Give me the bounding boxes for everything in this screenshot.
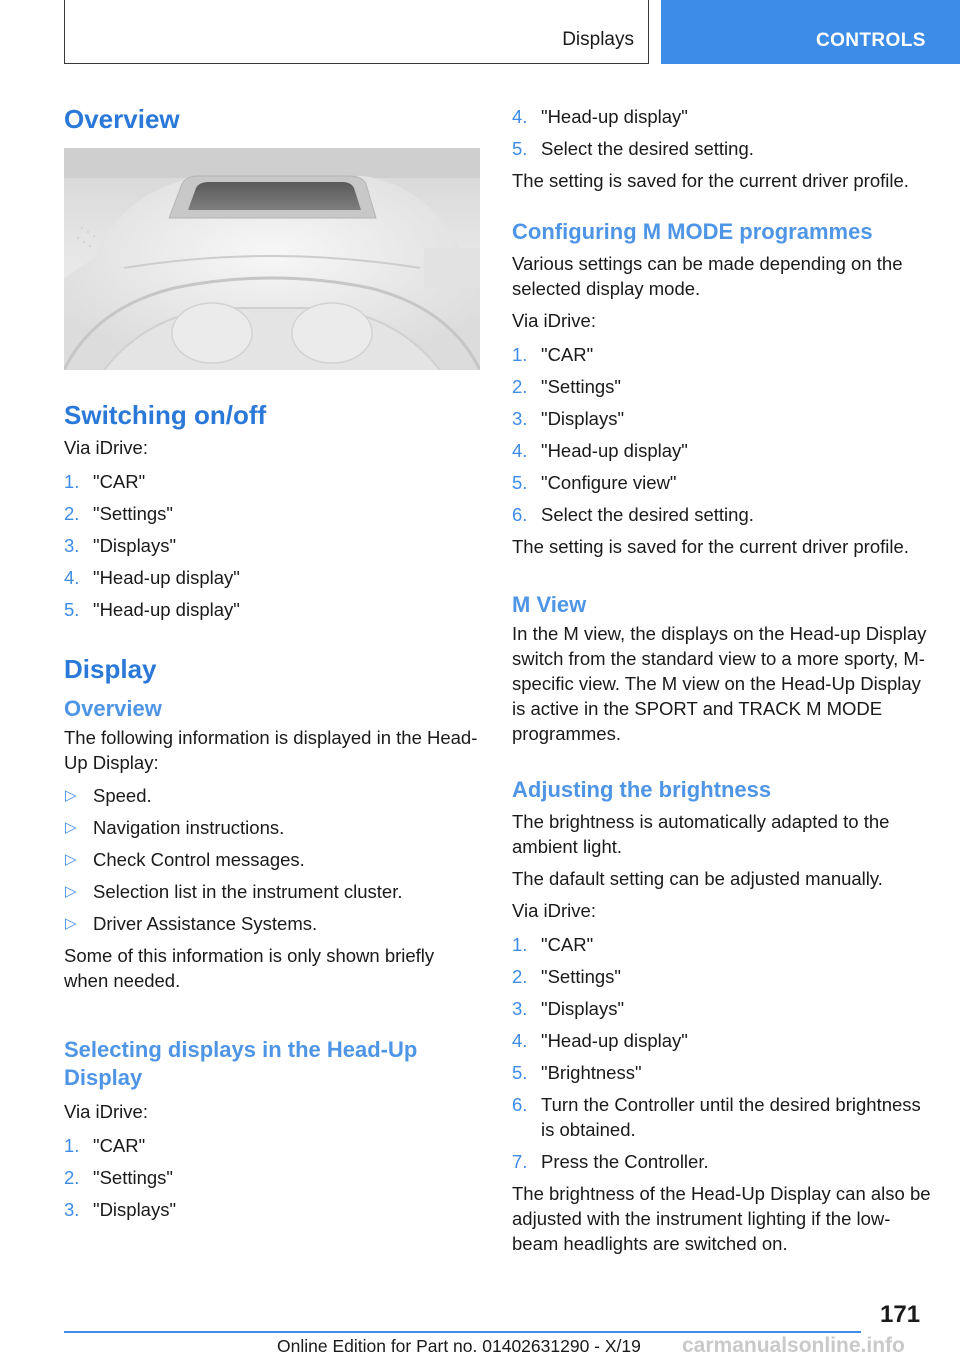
bullet-item: ▷ Check Control messages. (65, 849, 305, 870)
mmode-saved: The setting is saved for the current driver profile. (512, 536, 909, 557)
step-item: 2. "Settings" (64, 503, 173, 524)
triangle-bullet-icon: ▷ (65, 819, 77, 836)
footer-rule (64, 1331, 861, 1333)
step-item: 2. "Settings" (64, 1167, 173, 1188)
display-heading: Display (64, 654, 157, 684)
switching-steps (64, 469, 482, 622)
step-item: 4. "Head-up display" (512, 106, 688, 127)
hud-dashboard-illustration (64, 148, 480, 370)
brightness-section (512, 776, 932, 1256)
step-item: 7. Press the Controller. (512, 1151, 709, 1172)
step-item: 1. "CAR" (64, 1135, 146, 1156)
brightness-p1: The brightness is automatically adapted to the ambient light. (512, 811, 890, 857)
triangle-bullet-icon: ▷ (65, 915, 77, 932)
brightness-steps (512, 932, 932, 1174)
selecting-via: Via iDrive: (64, 1101, 148, 1122)
step-item: 1. "CAR" (512, 934, 594, 955)
switching-heading: Switching on/off (64, 400, 267, 430)
header-chapter-tab (661, 0, 960, 64)
step-item: 4. "Head-up display" (512, 440, 688, 461)
step-item: 6. Select the desired setting. (512, 504, 754, 525)
step-item: 1. "CAR" (512, 344, 594, 365)
step-item: 5. "Head-up display" (64, 599, 240, 620)
triangle-bullet-icon: ▷ (65, 883, 77, 900)
step-item: 3. "Displays" (64, 535, 177, 556)
step-item: 3. "Displays" (512, 998, 625, 1019)
bullet-item: ▷ Driver Assistance Systems. (65, 913, 318, 934)
step-item: 5. "Configure view" (512, 472, 677, 493)
watermark: carmanualsonline.info (682, 1334, 905, 1357)
brightness-via: Via iDrive: (512, 900, 596, 921)
display-overview-heading: Overview (64, 696, 162, 721)
brightness-heading: Adjusting the brightness (512, 777, 772, 802)
selecting-section (64, 1036, 482, 1229)
footer-edition: Online Edition for Part no. 01402631290 - X/19 (277, 1336, 641, 1356)
selecting-steps (64, 1133, 482, 1222)
step-item: 4. "Head-up display" (512, 1030, 688, 1051)
hud-photo (64, 148, 480, 370)
mview-heading: M View (512, 592, 587, 617)
brightness-note: The brightness of the Head-Up Display can also be adjusted with the instrument lighting if the low-beam headlights are switched on. (512, 1183, 931, 1254)
mview-desc: In the M view, the displays on the Head-up Display switch from the standard view to a more sporty, M-specific view. The M view on the Head-Up Display is active in the SPORT and TRACK M MODE programmes. (512, 623, 927, 744)
continued-step-list (512, 104, 932, 161)
display-bullets (64, 783, 482, 936)
header-chapter-label: CONTROLS (816, 30, 926, 51)
step-item: 3. "Displays" (64, 1199, 177, 1220)
mmode-steps (512, 342, 932, 527)
saved-note-1: The setting is saved for the current driver profile. (512, 170, 909, 191)
overview-heading: Overview (64, 104, 180, 134)
switching-via: Via iDrive: (64, 437, 148, 458)
step-item: 5. "Brightness" (512, 1062, 642, 1083)
step-item: 3. "Displays" (512, 408, 625, 429)
step-item: 1. "CAR" (64, 471, 146, 492)
mmode-desc: Various settings can be made depending on the selected display mode. (512, 253, 903, 299)
step-item: 6. Turn the Controller until the desired brightness is obtained. (512, 1094, 921, 1140)
switching-section (64, 400, 482, 629)
step-item: 4. "Head-up display" (64, 567, 240, 588)
display-section (64, 654, 482, 993)
page-number: 171 (880, 1301, 921, 1328)
mview-section (512, 591, 932, 746)
mmode-heading: Configuring M MODE programmes (512, 219, 873, 244)
brightness-p2: The dafault setting can be adjusted manually. (512, 868, 883, 889)
header-section-title: Displays (562, 29, 634, 50)
display-intro: The following information is displayed in the Head-Up Display: (64, 727, 478, 773)
triangle-bullet-icon: ▷ (65, 787, 77, 804)
mmode-section (512, 218, 932, 559)
bullet-item: ▷ Selection list in the instrument cluster. (65, 881, 403, 902)
selecting-heading: Selecting displays in the Head-Up Display (64, 1037, 418, 1090)
continued-steps (512, 104, 932, 193)
display-note: Some of this information is only shown briefly when needed. (64, 945, 435, 991)
triangle-bullet-icon: ▷ (65, 851, 77, 868)
bullet-item: ▷ Navigation instructions. (65, 817, 285, 838)
step-item: 2. "Settings" (512, 966, 621, 987)
step-item: 5. Select the desired setting. (512, 138, 754, 159)
header-section-box (64, 0, 649, 64)
step-item: 2. "Settings" (512, 376, 621, 397)
mmode-via: Via iDrive: (512, 310, 596, 331)
bullet-item: ▷ Speed. (65, 785, 152, 806)
